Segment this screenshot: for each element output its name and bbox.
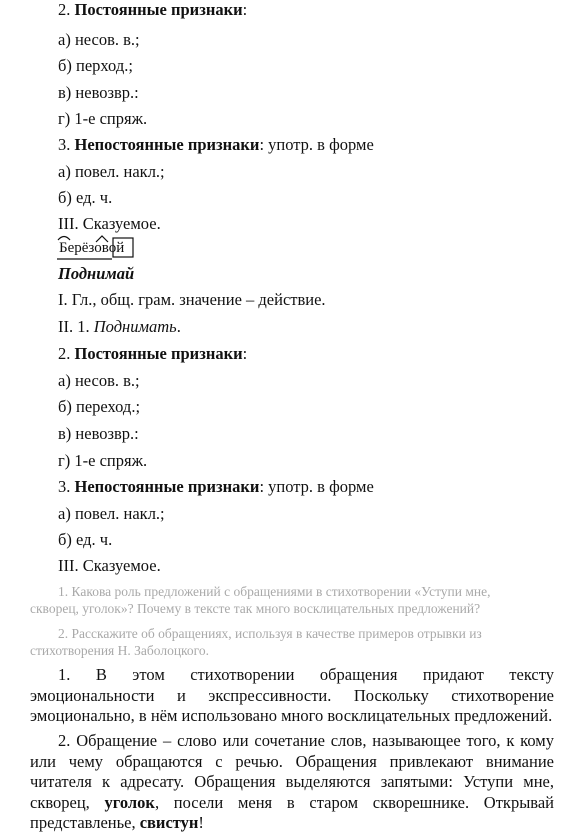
- morpheme-analysis: [56, 234, 127, 260]
- question-1: 1. Какова роль предложений с обращениями в стихотворении «Уступи мне, скворец, уголок»? Почему в тексте так много восклицательных предложений?: [30, 584, 491, 616]
- syntax-role-2: III. Сказуемое.: [58, 556, 161, 575]
- feature-v: в) невозвр.:: [58, 83, 139, 102]
- feature-g-2: г) 1-е спряж.: [58, 451, 148, 470]
- feature-number: б) ед. ч.: [58, 188, 113, 207]
- morpheme-marks-icon: [56, 234, 136, 260]
- feature-b: б) перход.;: [58, 56, 133, 75]
- nonconstant-features-heading-2: 3. Непостоянные признаки: употр. в форме: [58, 477, 374, 496]
- answer-2: 2. Обращение – слово или сочетание слов, называющее того, к кому или чему обращаются с речью. Обращения привлекают внимание читателя к адресату. Обращения выделяются запятыми: Уступи мне, скворец, уголок, посели меня в старом скворешнике. Открывай представленье, свистун!: [30, 731, 555, 832]
- question-2: 2. Расскажите об обращениях, используя в качестве примеров отрывки из стихотворения Н. Заболоцкого.: [30, 626, 482, 658]
- initial-form: II. 1. Поднимать.: [58, 317, 181, 336]
- feature-mood-2: а) повел. накл.;: [58, 504, 165, 523]
- feature-a: а) несов. в.;: [58, 30, 140, 49]
- nonconstant-features-heading: 3. Непостоянные признаки: употр. в форме: [58, 135, 374, 154]
- morpheme-word: Берёзовой: [56, 234, 127, 258]
- answer-1: 1. В этом стихотворении обращения придают тексту эмоциональности и экспрессивности. Поскольку стихотворение эмоционально, в нём использовано много восклицательных предложений.: [30, 665, 554, 725]
- word-heading: Поднимай: [58, 264, 135, 283]
- feature-number-2: б) ед. ч.: [58, 530, 113, 549]
- feature-mood: а) повел. накл.;: [58, 162, 165, 181]
- feature-g: г) 1-е спряж.: [58, 109, 148, 128]
- feature-v-2: в) невозвр.:: [58, 424, 139, 443]
- syntax-role: III. Сказуемое.: [58, 214, 161, 233]
- constant-features-heading: 2. Постоянные признаки:: [58, 0, 248, 19]
- constant-features-heading-2: 2. Постоянные признаки:: [58, 344, 248, 363]
- feature-a-2: а) несов. в.;: [58, 371, 140, 390]
- part-of-speech: I. Гл., общ. грам. значение – действие.: [58, 290, 326, 309]
- feature-b-2: б) переход.;: [58, 397, 141, 416]
